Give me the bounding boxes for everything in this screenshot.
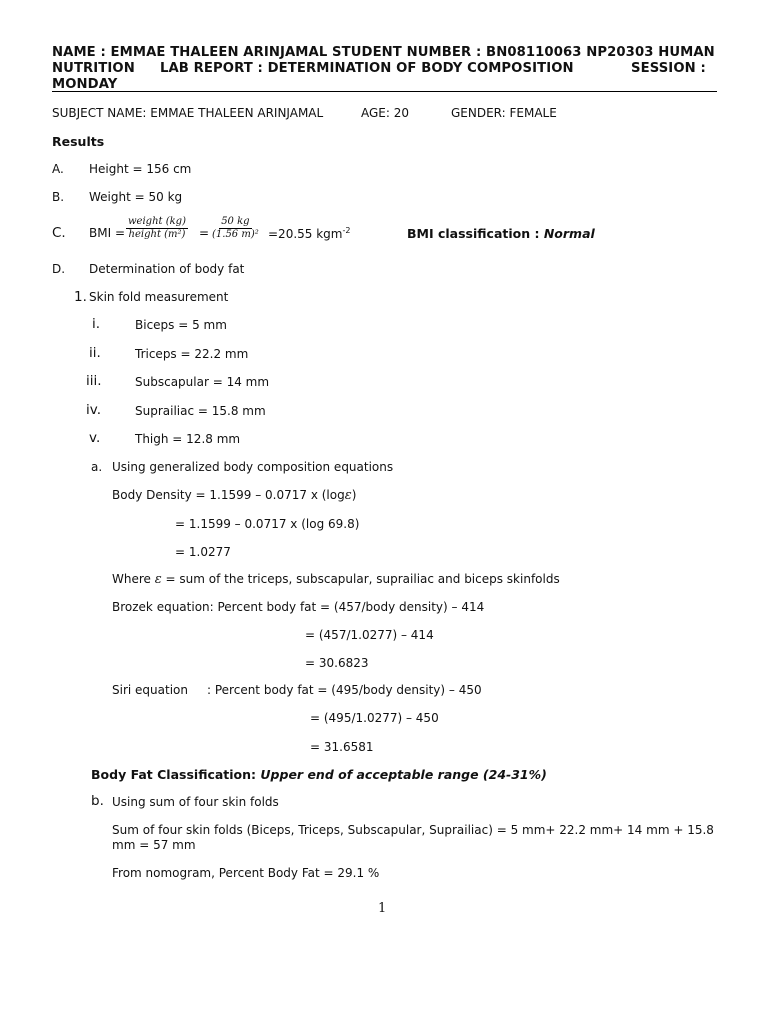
height-value: Height = 156 cm [89, 162, 192, 176]
subject-name: SUBJECT NAME: EMMAE THALEEN ARINJAMAL [52, 106, 324, 120]
siri-label: Siri equation [112, 683, 188, 697]
header-session-label: SESSION : [631, 61, 706, 76]
nomogram-result: From nomogram, Percent Body Fat = 29.1 % [112, 866, 380, 880]
bmi-result-exponent: -2 [342, 226, 351, 235]
item-c-label: C. [52, 225, 66, 241]
siri-equation: : Percent body fat = (495/body density) – 450 [207, 683, 482, 697]
bmi-label: BMI = [89, 226, 125, 240]
body-fat-classification-label: Body Fat Classification: [91, 767, 257, 782]
bmi-values-denominator: (1.56 m)² [212, 229, 259, 240]
where-label: Where [112, 572, 151, 586]
body-density-result: = 1.0277 [175, 545, 231, 559]
header-session-value: MONDAY [52, 77, 118, 92]
brozek-substitution: = (457/1.0277) – 414 [305, 628, 434, 642]
skinfold-number: 1. [74, 289, 87, 305]
sigma-symbol: ε [154, 572, 162, 587]
skinfold-sum-line-1: Sum of four skin folds (Biceps, Triceps, Subscapular, Suprailiac) = 5 mm+ 22.2 mm+ 14 mm + 15.8 [112, 823, 714, 837]
weight-value: Weight = 50 kg [89, 190, 183, 204]
bmi-values-fraction [210, 216, 261, 241]
item-d-label: D. [52, 262, 66, 276]
brozek-equation: Brozek equation: Percent body fat = (457/body density) – 414 [112, 600, 485, 614]
results-heading: Results [52, 134, 105, 149]
bmi-values-numerator: 50 kg [221, 216, 250, 227]
skinfold-numeral: iv. [86, 402, 101, 418]
body-density-line-1 [112, 488, 356, 503]
sigma-definition-text: = sum of the triceps, subscapular, suprailiac and biceps skinfolds [165, 572, 560, 586]
skinfold-biceps: Biceps = 5 mm [135, 318, 227, 332]
skinfold-subscapular: Subscapular = 14 mm [135, 375, 270, 389]
subject-gender: GENDER: FEMALE [451, 106, 557, 120]
body-fat-classification-value: Upper end of acceptable range (24-31%) [260, 767, 547, 782]
bmi-classification [407, 226, 595, 241]
skinfold-sum-line-2: mm = 57 mm [112, 838, 196, 852]
bmi-formula-fraction [126, 216, 188, 241]
body-density-formula: Body Density = 1.1599 – 0.0717 x (log [112, 488, 345, 502]
skinfold-suprailiac: Suprailiac = 15.8 mm [135, 404, 266, 418]
bmi-formula-denominator: height (m²) [128, 229, 186, 240]
skinfold-numeral: i. [92, 316, 101, 332]
bmi-result-value: =20.55 kgm [268, 227, 343, 241]
item-a-label: A. [52, 162, 64, 176]
bmi-equals: = [199, 226, 210, 240]
item-b-label: B. [52, 190, 65, 204]
bmi-classification-value: Normal [543, 226, 595, 241]
sigma-definition [112, 572, 560, 587]
bmi-result [268, 226, 350, 241]
body-fat-heading: Determination of body fat [89, 262, 245, 276]
skinfold-thigh: Thigh = 12.8 mm [135, 432, 241, 446]
siri-result: = 31.6581 [310, 740, 374, 754]
skinfold-numeral: iii. [86, 373, 102, 389]
header-course-name: NUTRITION [52, 61, 135, 76]
body-density-line-2: = 1.1599 – 0.0717 x (log 69.8) [175, 517, 360, 531]
sigma-symbol: ε [344, 488, 352, 503]
section-b-label: b. [91, 793, 104, 809]
skinfold-numeral: ii. [89, 345, 101, 361]
skinfold-numeral: v. [89, 430, 101, 446]
body-fat-classification [91, 767, 547, 782]
section-b-title: Using sum of four skin folds [112, 795, 279, 809]
header-line-1: NAME : EMMAE THALEEN ARINJAMAL STUDENT NUMBER : BN08110063 NP20303 HUMAN [52, 45, 715, 60]
header-divider [52, 91, 717, 92]
body-density-close: ) [351, 488, 357, 502]
brozek-result: = 30.6823 [305, 656, 369, 670]
bmi-formula-numerator: weight (kg) [128, 216, 186, 227]
siri-substitution: = (495/1.0277) – 450 [310, 711, 439, 725]
section-a-label: a. [91, 460, 103, 474]
skinfold-heading: Skin fold measurement [89, 290, 229, 304]
page-number: 1 [378, 901, 387, 916]
header-report-title: LAB REPORT : DETERMINATION OF BODY COMPOSITION [160, 61, 574, 76]
subject-age: AGE: 20 [361, 106, 410, 120]
skinfold-triceps: Triceps = 22.2 mm [135, 347, 249, 361]
section-a-title: Using generalized body composition equations [112, 460, 394, 474]
bmi-classification-label: BMI classification : [407, 226, 540, 241]
